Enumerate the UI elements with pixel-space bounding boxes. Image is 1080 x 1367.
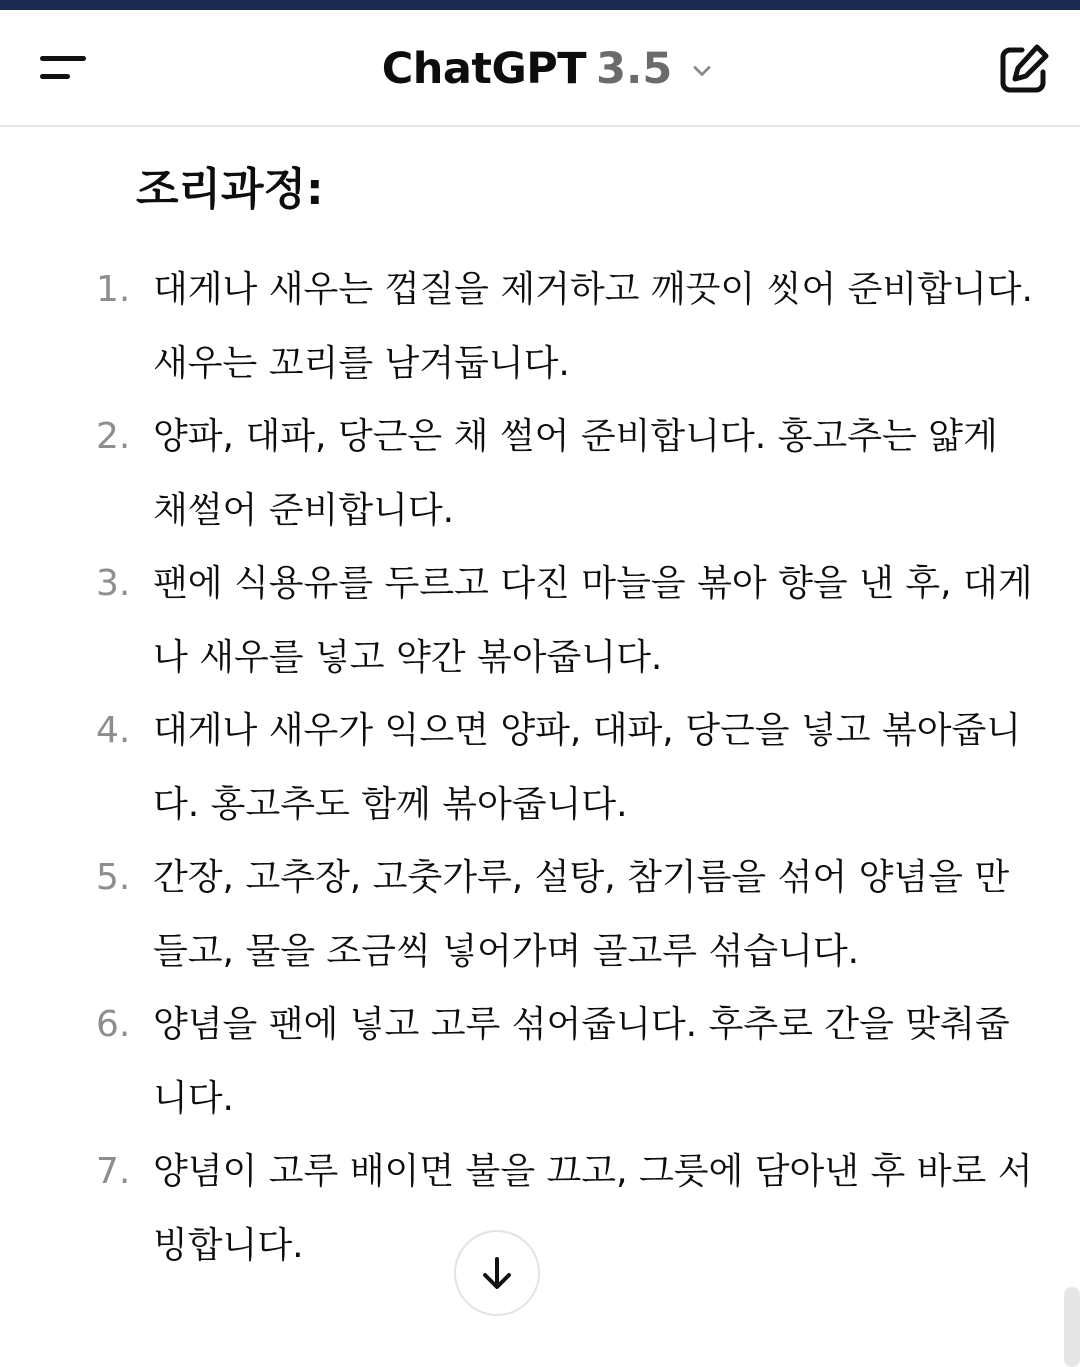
step-text: 양념이 고루 배이면 불을 끄고, 그릇에 담아낸 후 바로 서빙합니다. xyxy=(153,1151,1033,1266)
scroll-to-bottom-button[interactable] xyxy=(454,1230,540,1316)
step-text: 대게나 새우는 껍질을 제거하고 깨끗이 씻어 준비합니다. 새우는 꼬리를 남겨둡니다. xyxy=(153,269,1033,384)
step-number: 7. xyxy=(96,1151,131,1192)
status-bar-strip xyxy=(0,0,1080,10)
list-item xyxy=(0,841,1080,988)
scrollbar[interactable] xyxy=(1064,1287,1080,1367)
arrow-down-icon xyxy=(477,1253,517,1293)
list-item xyxy=(0,1135,1080,1282)
model-version: 3.5 xyxy=(596,43,673,94)
step-text: 양념을 팬에 넣고 고루 섞어줍니다. 후추로 간을 맞춰줍니다. xyxy=(153,1004,1010,1119)
chevron-down-icon xyxy=(688,57,716,85)
step-text: 간장, 고추장, 고춧가루, 설탕, 참기름을 섞어 양념을 만들고, 물을 조금씩 넣어가며 골고루 섞습니다. xyxy=(153,857,1010,972)
chat-message xyxy=(0,129,1080,1328)
step-number: 1. xyxy=(96,269,131,310)
list-item xyxy=(0,400,1080,547)
step-number: 6. xyxy=(96,1004,131,1045)
list-item xyxy=(0,988,1080,1135)
model-selector[interactable] xyxy=(364,44,717,94)
step-text: 대게나 새우가 익으면 양파, 대파, 당근을 넣고 볶아줍니다. 홍고추도 함께 볶아줍니다. xyxy=(153,710,1022,825)
menu-button[interactable] xyxy=(34,46,94,90)
step-number: 2. xyxy=(96,416,131,457)
new-chat-button[interactable] xyxy=(996,42,1052,98)
list-item xyxy=(0,253,1080,400)
steps-list xyxy=(0,253,1080,1282)
list-item xyxy=(0,547,1080,694)
app-header xyxy=(0,10,1080,127)
step-number: 4. xyxy=(96,710,131,751)
section-heading: 조리과정: xyxy=(136,164,324,215)
step-number: 3. xyxy=(96,563,131,604)
step-number: 5. xyxy=(96,857,131,898)
step-text: 팬에 식용유를 두르고 다진 마늘을 볶아 향을 낸 후, 대게나 새우를 넣고 약간 볶아줍니다. xyxy=(153,563,1033,678)
step-text: 양파, 대파, 당근은 채 썰어 준비합니다. 홍고추는 얇게 채썰어 준비합니다. xyxy=(153,416,998,531)
model-selector-wrap xyxy=(0,10,1080,127)
list-item xyxy=(0,694,1080,841)
edit-icon xyxy=(996,42,1052,98)
model-name: ChatGPT xyxy=(381,43,587,94)
